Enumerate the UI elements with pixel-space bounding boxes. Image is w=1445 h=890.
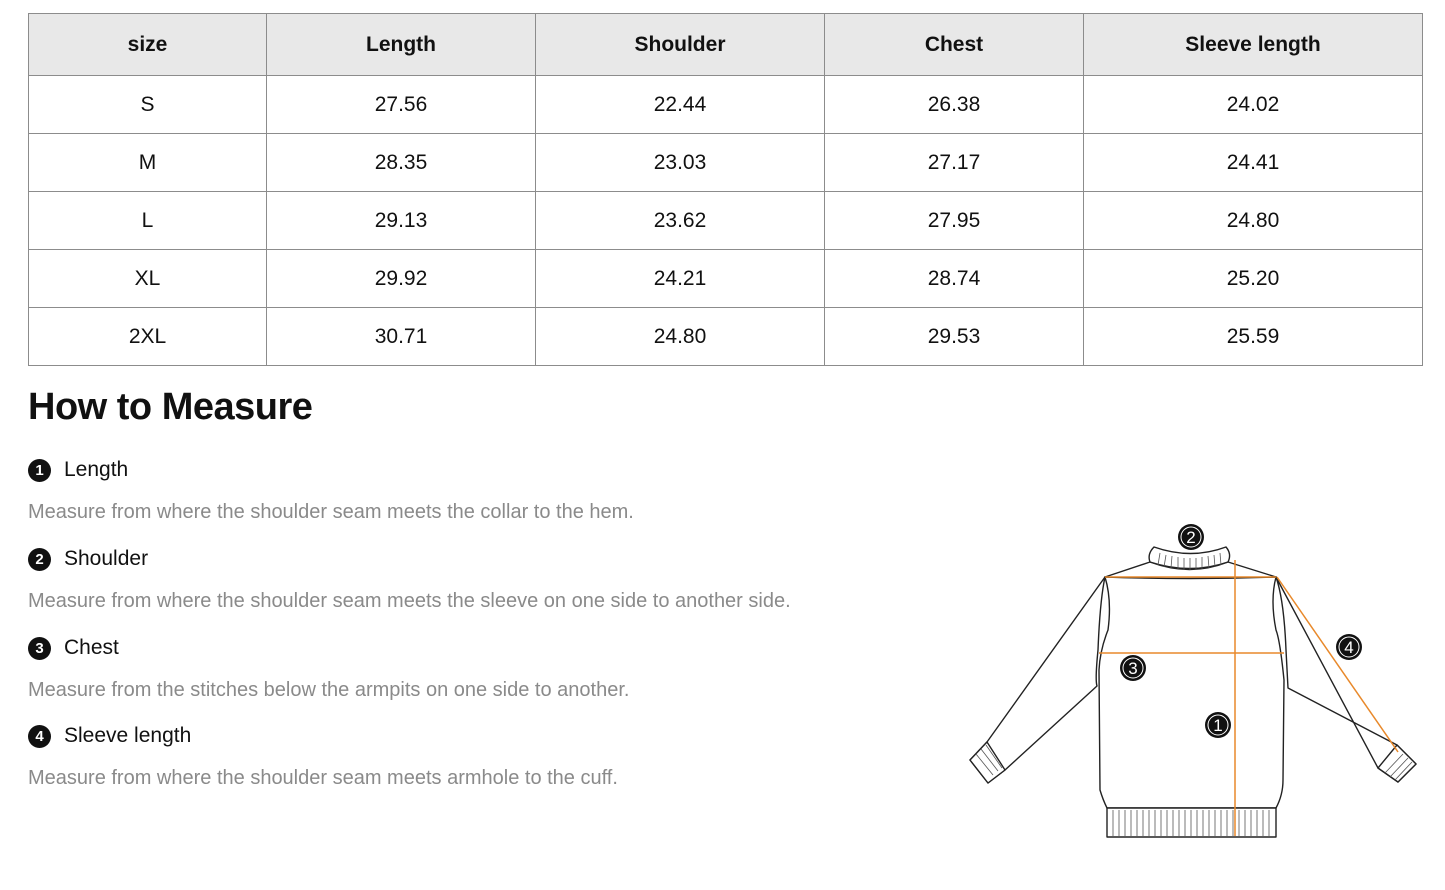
step-title: [28, 722, 618, 750]
table-cell: 27.56: [267, 76, 536, 134]
svg-text:4: 4: [1344, 638, 1354, 657]
step-title: [28, 545, 791, 573]
table-row: [29, 192, 1423, 250]
table-cell: 23.62: [536, 192, 825, 250]
table-cell: 24.02: [1084, 76, 1423, 134]
table-cell: S: [29, 76, 267, 134]
marker-1-icon: [1205, 712, 1231, 738]
table-cell: 29.13: [267, 192, 536, 250]
table-row: [29, 134, 1423, 192]
step-description: Measure from where the shoulder seam meets the sleeve on one side to another side.: [28, 590, 791, 612]
number-badge-icon: 4: [28, 725, 51, 748]
table-cell: 24.41: [1084, 134, 1423, 192]
sweater-measurement-diagram-icon: [960, 515, 1430, 850]
svg-text:2: 2: [1186, 528, 1196, 547]
number-badge-icon: 3: [28, 637, 51, 660]
step-description: Measure from where the shoulder seam meets armhole to the cuff.: [28, 767, 618, 789]
table-row: [29, 308, 1423, 366]
table-cell: 25.20: [1084, 250, 1423, 308]
step-name: Shoulder: [64, 547, 149, 570]
step-description: Measure from the stitches below the armpits on one side to another.: [28, 679, 630, 701]
table-cell: 28.35: [267, 134, 536, 192]
table-cell: 27.95: [825, 192, 1084, 250]
measure-step-chest: [28, 634, 629, 702]
table-cell: M: [29, 134, 267, 192]
sweater-outline: [970, 547, 1416, 837]
table-cell: 24.80: [1084, 192, 1423, 250]
number-badge-icon: 2: [28, 548, 51, 571]
table-cell: 29.53: [825, 308, 1084, 366]
col-header-length: Length: [267, 14, 536, 76]
table-cell: 27.17: [825, 134, 1084, 192]
table-cell: 24.80: [536, 308, 825, 366]
table-cell: 26.38: [825, 76, 1084, 134]
col-header-chest: Chest: [825, 14, 1084, 76]
svg-text:1: 1: [1213, 716, 1223, 735]
table-cell: XL: [29, 250, 267, 308]
table-cell: 29.92: [267, 250, 536, 308]
table-header-row: [29, 14, 1423, 76]
marker-2-icon: [1178, 524, 1204, 550]
table-cell: 22.44: [536, 76, 825, 134]
size-chart-table: [28, 13, 1423, 366]
table-cell: 23.03: [536, 134, 825, 192]
svg-text:3: 3: [1128, 659, 1138, 678]
step-name: Sleeve length: [64, 724, 192, 747]
table-row: [29, 76, 1423, 134]
table-cell: 30.71: [267, 308, 536, 366]
measure-step-length: [28, 456, 634, 524]
step-title: [28, 456, 634, 484]
step-name: Chest: [64, 636, 119, 659]
how-to-measure-heading: How to Measure: [28, 386, 313, 428]
table-row: [29, 250, 1423, 308]
step-name: Length: [64, 458, 129, 481]
table-cell: 2XL: [29, 308, 267, 366]
table-cell: L: [29, 192, 267, 250]
number-badge-icon: 1: [28, 459, 51, 482]
table-cell: 28.74: [825, 250, 1084, 308]
marker-4-icon: [1336, 634, 1362, 660]
measure-step-shoulder: [28, 545, 791, 613]
marker-3-icon: [1120, 655, 1146, 681]
table-cell: 24.21: [536, 250, 825, 308]
col-header-shoulder: Shoulder: [536, 14, 825, 76]
step-description: Measure from where the shoulder seam meets the collar to the hem.: [28, 501, 634, 523]
table-cell: 25.59: [1084, 308, 1423, 366]
col-header-sleeve-length: Sleeve length: [1084, 14, 1423, 76]
col-header-size: size: [29, 14, 267, 76]
step-title: [28, 634, 629, 662]
measure-step-sleeve-length: [28, 722, 618, 790]
